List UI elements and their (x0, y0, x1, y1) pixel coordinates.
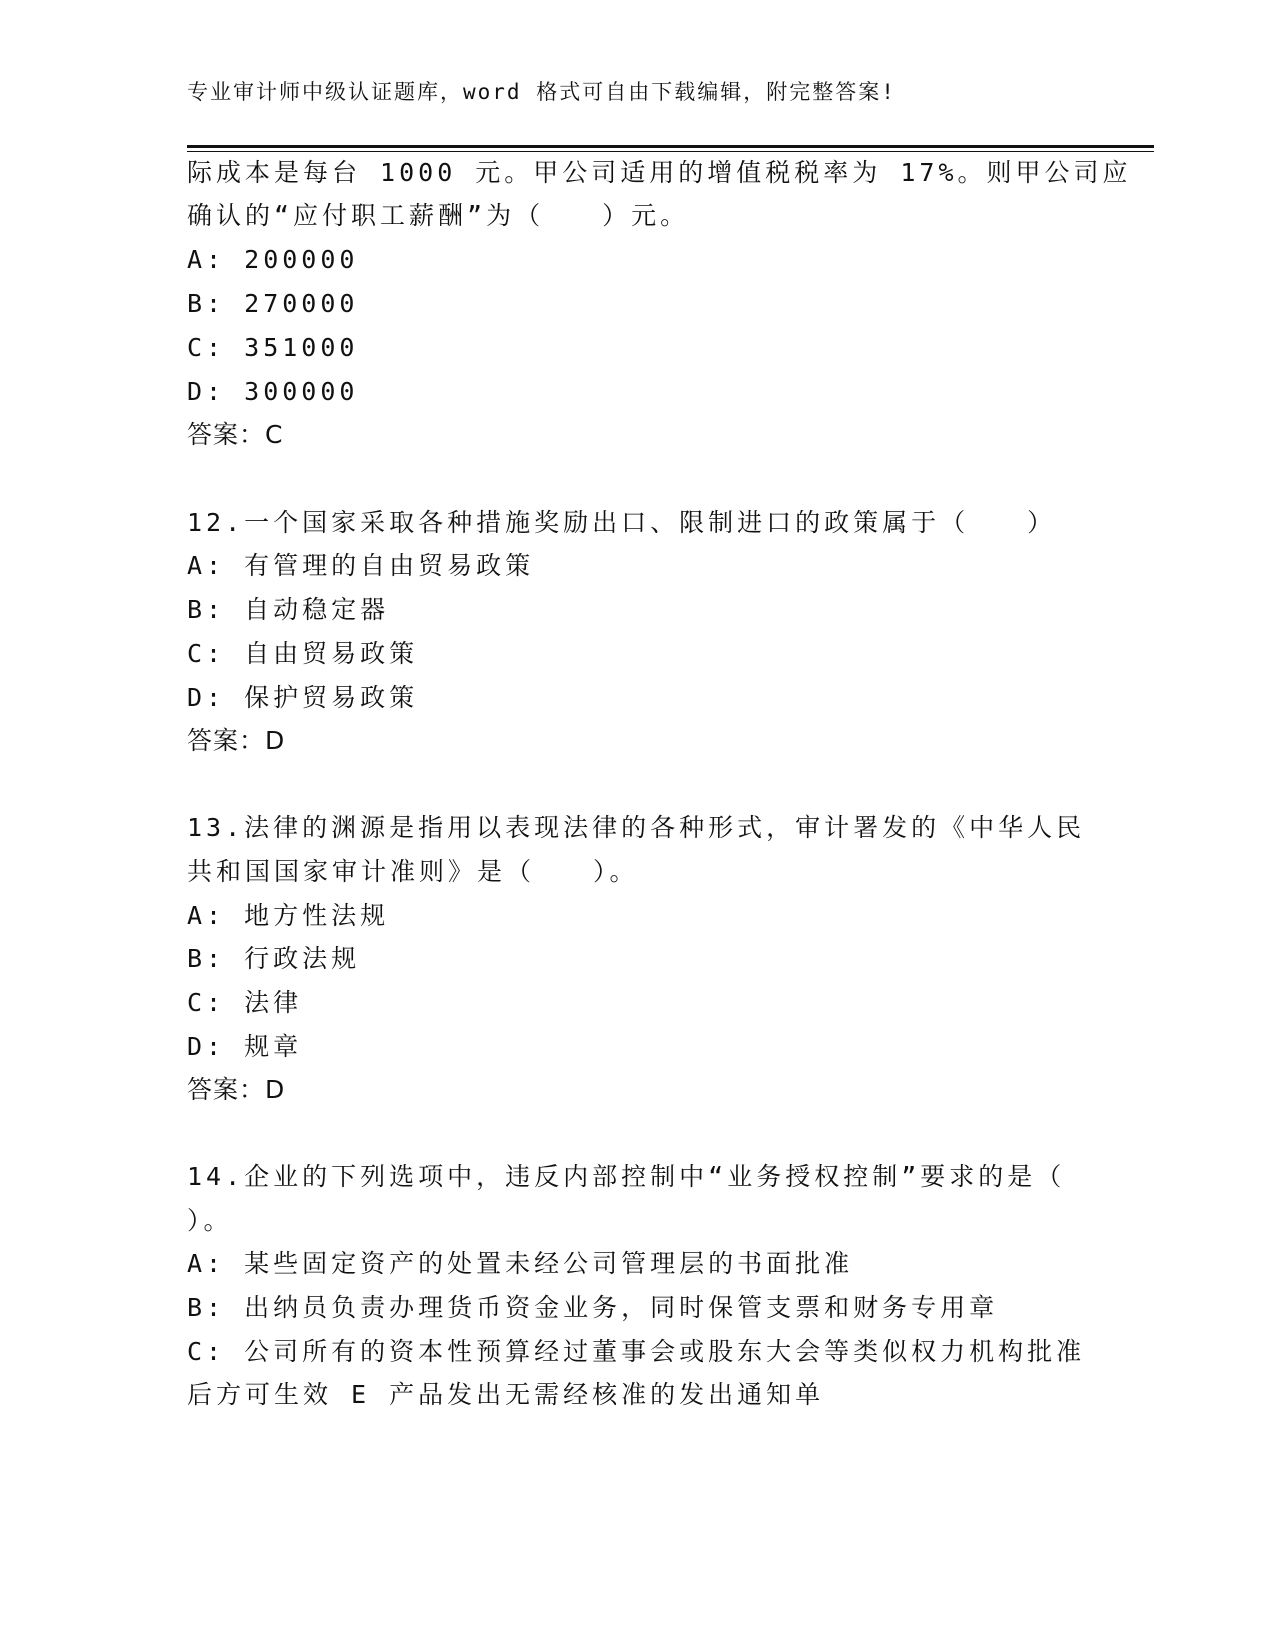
header-divider-thick (187, 145, 1154, 148)
q12-option-d: D: 保护贸易政策 (187, 683, 419, 712)
q13-option-c: C: 法律 (187, 988, 303, 1017)
q13-option-d: D: 规章 (187, 1032, 303, 1061)
q14-option-c-continued: 后方可生效 E 产品发出无需经核准的发出通知单 (187, 1380, 825, 1409)
q12-option-a: A: 有管理的自由贸易政策 (187, 551, 535, 580)
q14-stem-line-1: 14.企业的下列选项中，违反内部控制中“业务授权控制”要求的是（ (187, 1162, 1066, 1191)
q12-stem-line-1: 12.一个国家采取各种措施奖励出口、限制进口的政策属于（ ） (187, 508, 1057, 537)
q11-option-a: A: 200000 (187, 245, 359, 274)
q13-stem-line-1: 13.法律的渊源是指用以表现法律的各种形式，审计署发的《中华人民 (187, 813, 1086, 842)
q12-option-c: C: 自由贸易政策 (187, 639, 419, 668)
q12-answer: 答案：D (187, 726, 286, 755)
q11-stem-line-2: 确认的“应付职工薪酬”为（ ）元。 (187, 201, 690, 230)
q11-option-b: B: 270000 (187, 289, 359, 318)
q11-answer: 答案：C (187, 420, 284, 449)
q13-stem-line-2: 共和国国家审计准则》是（ ）。 (187, 857, 639, 886)
q11-option-c: C: 351000 (187, 333, 359, 362)
q13-option-a: A: 地方性法规 (187, 901, 390, 930)
q13-option-b: B: 行政法规 (187, 944, 361, 973)
page-header: 专业审计师中级认证题库，word 格式可自由下载编辑，附完整答案! (187, 80, 896, 104)
q11-option-d: D: 300000 (187, 377, 359, 406)
q12-option-b: B: 自动稳定器 (187, 595, 390, 624)
q11-stem-line-1: 际成本是每台 1000 元。甲公司适用的增值税税率为 17%。则甲公司应 (187, 158, 1132, 187)
q13-answer: 答案：D (187, 1075, 286, 1104)
q14-option-a: A: 某些固定资产的处置未经公司管理层的书面批准 (187, 1249, 854, 1278)
q14-stem-line-2: ）。 (187, 1206, 233, 1235)
q14-option-c: C: 公司所有的资本性预算经过董事会或股东大会等类似权力机构批准 (187, 1337, 1086, 1366)
header-divider-thin (187, 151, 1154, 152)
q14-option-b: B: 出纳员负责办理货币资金业务，同时保管支票和财务专用章 (187, 1293, 999, 1322)
